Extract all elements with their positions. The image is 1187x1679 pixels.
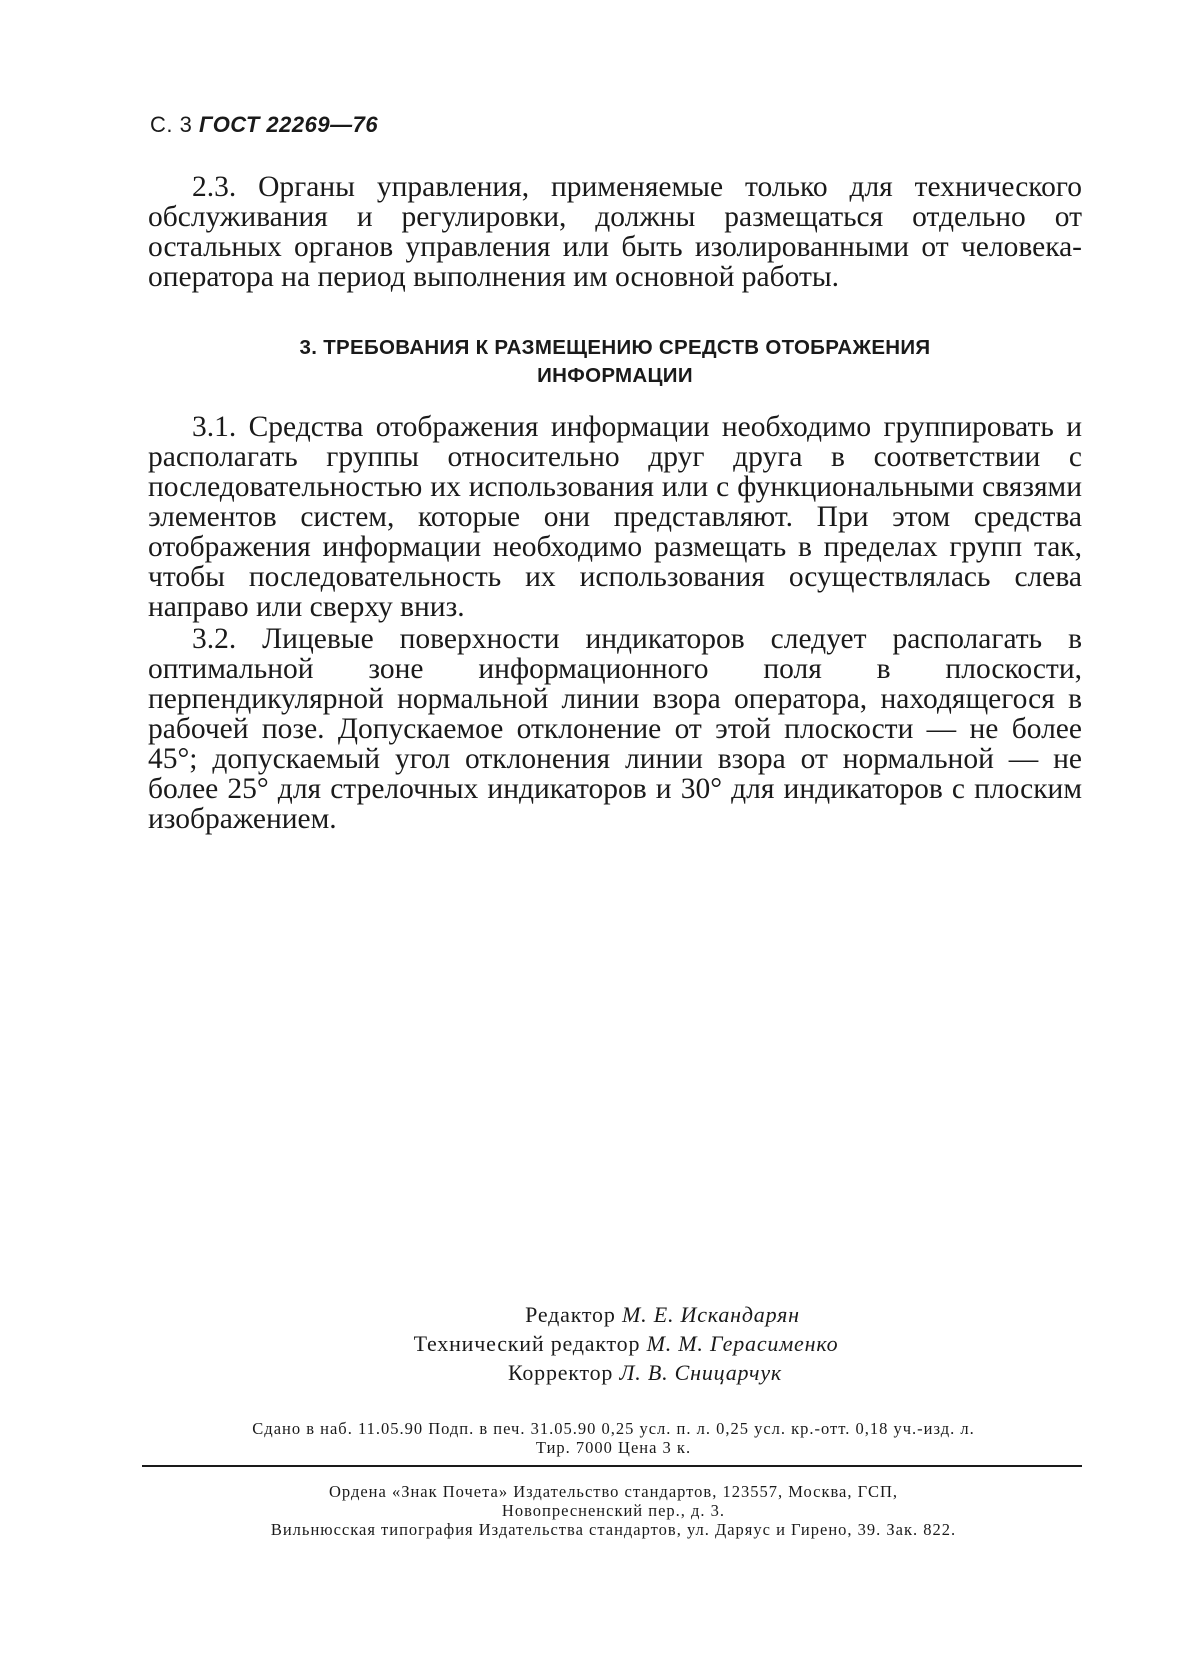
paragraph-3-1: 3.1. Средства отображения информации необходимо группировать и располагать группы относительно друг друга в соответствии с последовательностью их использования или с функциональными связями элементов систем, которые они представляют. При этом средства отображения информации необходимо размещать в пределах групп так, чтобы последовательность их использования осуществлялась слева направо или сверху вниз. <box>148 411 1082 623</box>
page-number: С. 3 <box>150 112 193 137</box>
imprint-line-2: Тир. 7000 Цена 3 к. <box>535 1438 692 1457</box>
section-heading-line-2: ИНФОРМАЦИИ <box>537 364 693 387</box>
credits-block <box>300 1300 930 1387</box>
standard-designation: ГОСТ 22269—76 <box>198 112 379 137</box>
page-header <box>150 112 378 138</box>
credit-role: Корректор <box>507 1360 614 1385</box>
publisher-line-2: Новопресненский пер., д. 3. <box>501 1501 726 1520</box>
horizontal-rule <box>142 1465 1082 1467</box>
section-3-heading <box>148 334 1082 390</box>
credit-name: М. Е. Искандарян <box>621 1302 800 1327</box>
section-heading-line-1: 3. ТРЕБОВАНИЯ К РАЗМЕЩЕНИЮ СРЕДСТВ ОТОБРАЖЕНИЯ <box>299 336 931 359</box>
paragraph-3-2: 3.2. Лицевые поверхности индикаторов следует располагать в оптимальной зоне информационного поля в плоскости, перпендикулярной нормальной линии взора оператора, находящегося в рабочей позе. Допускаемое отклонение от этой плоскости — не более 45°; допускаемый угол отклонения линии взора от нормальной — не более 25° для стрелочных индикаторов и 30° для индикаторов с плоским изображением. <box>148 623 1082 835</box>
credit-editor <box>300 1300 930 1329</box>
credit-role: Редактор <box>525 1302 616 1327</box>
publisher-line-1: Ордена «Знак Почета» Издательство стандартов, 123557, Москва, ГСП, <box>329 1482 898 1501</box>
paragraph-2-3: 2.3. Органы управления, применяемые только для технического обслуживания и регулировки, должны размещаться отдельно от остальных органов управления или быть изолированными от человека-оператора на период выполнения им основной работы. <box>148 171 1082 293</box>
publisher-line-3: Вильнюсская типография Издательства стандартов, ул. Даряус и Гирено, 39. Зак. 822. <box>270 1520 957 1539</box>
credit-corrector <box>300 1358 930 1387</box>
credit-name: М. М. Герасименко <box>646 1331 839 1356</box>
publisher-block <box>145 1482 1082 1539</box>
credit-role: Технический редактор <box>413 1331 641 1356</box>
credit-name: Л. В. Сницарчук <box>619 1360 783 1385</box>
credit-tech-editor <box>300 1329 930 1358</box>
imprint-line-1: Сдано в наб. 11.05.90 Подп. в печ. 31.05.90 0,25 усл. п. л. 0,25 усл. кр.-отт. 0,18 уч.-изд. л. <box>252 1419 975 1438</box>
imprint-block <box>145 1419 1082 1457</box>
